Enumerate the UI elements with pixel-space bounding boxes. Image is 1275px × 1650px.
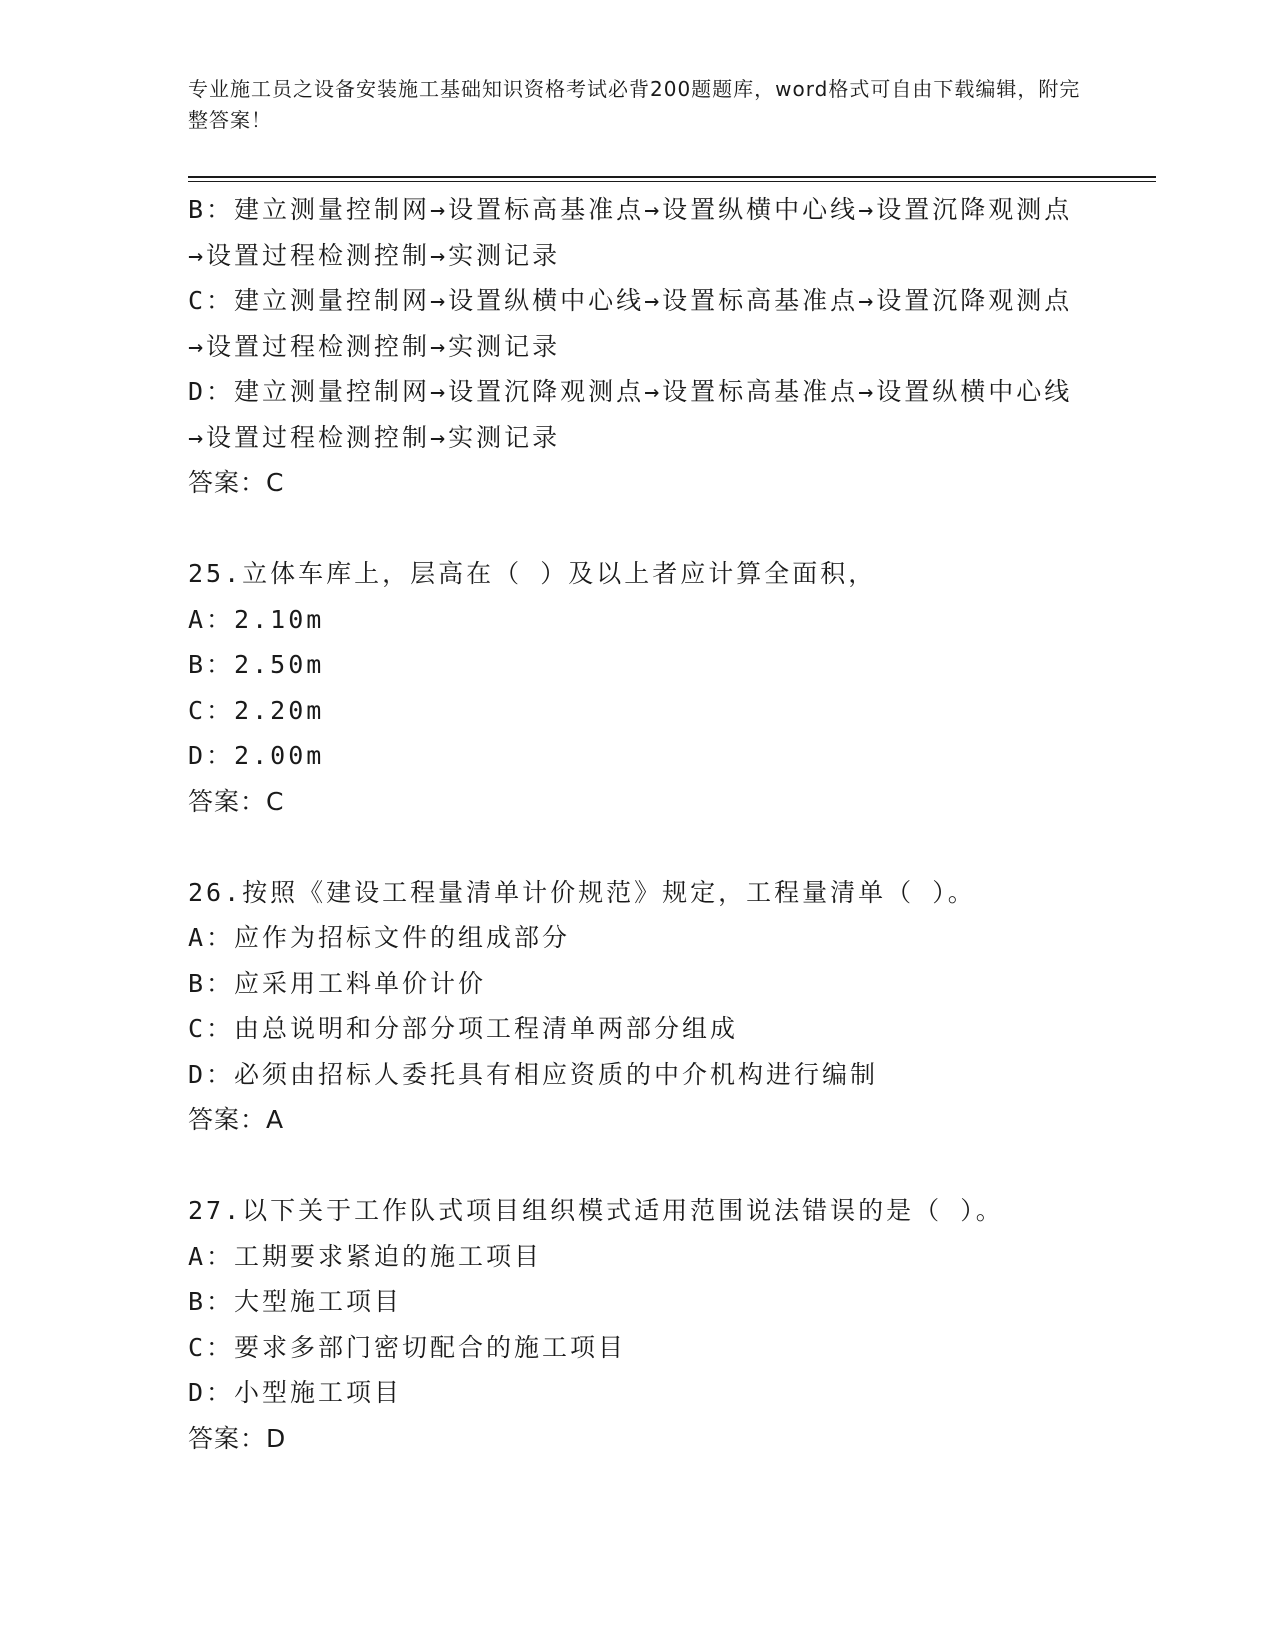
question-text: 27.以下关于工作队式项目组织模式适用范围说法错误的是（ ）。 (188, 1196, 1004, 1225)
question-27 (188, 1188, 1088, 1461)
option-b: B：2.50m (188, 650, 325, 679)
spacer (188, 506, 1088, 552)
option-a: A：应作为招标文件的组成部分 (188, 923, 571, 952)
option-c: C：要求多部门密切配合的施工项目 (188, 1332, 627, 1362)
answer: 答案：C (188, 468, 285, 497)
option-a: A：工期要求紧迫的施工项目 (188, 1241, 543, 1271)
option-a: A：2.10m (188, 604, 325, 634)
question-list (188, 187, 1088, 1461)
question-25 (188, 551, 1088, 824)
question-24 (188, 187, 1088, 506)
document-header (188, 74, 1088, 136)
spacer (188, 824, 1088, 870)
header-divider-thin (188, 181, 1156, 182)
answer: 答案：D (188, 1423, 287, 1453)
question-text: 25.立体车库上，层高在（ ）及以上者应计算全面积， (188, 559, 877, 588)
option-b: B：应采用工料单价计价 (188, 968, 487, 998)
question-26 (188, 870, 1088, 1143)
option-c: C：由总说明和分部分项工程清单两部分组成 (188, 1014, 739, 1043)
option-b: B：建立测量控制网→设置标高基准点→设置纵横中心线→设置沉降观测点→设置过程检测控制→实测记录 (188, 195, 1073, 270)
spacer (188, 1143, 1088, 1189)
option-c: C：2.20m (188, 695, 325, 725)
question-text: 26.按照《建设工程量清单计价规范》规定，工程量清单（ ）。 (188, 877, 976, 907)
option-d: D：必须由招标人委托具有相应资质的中介机构进行编制 (188, 1059, 879, 1089)
answer: 答案：C (188, 786, 285, 816)
header-divider-thick (188, 176, 1156, 178)
option-c: C：建立测量控制网→设置纵横中心线→设置标高基准点→设置沉降观测点→设置过程检测控制→实测记录 (188, 286, 1073, 361)
option-d: D：建立测量控制网→设置沉降观测点→设置标高基准点→设置纵横中心线→设置过程检测控制→实测记录 (188, 377, 1073, 452)
header-title: 专业施工员之设备安装施工基础知识资格考试必背200题题库，word格式可自由下载编辑，附完整答案！ (188, 77, 1081, 132)
answer: 答案：A (188, 1105, 285, 1134)
option-d: D：小型施工项目 (188, 1378, 403, 1407)
option-b: B：大型施工项目 (188, 1287, 403, 1316)
option-d: D：2.00m (188, 741, 325, 770)
